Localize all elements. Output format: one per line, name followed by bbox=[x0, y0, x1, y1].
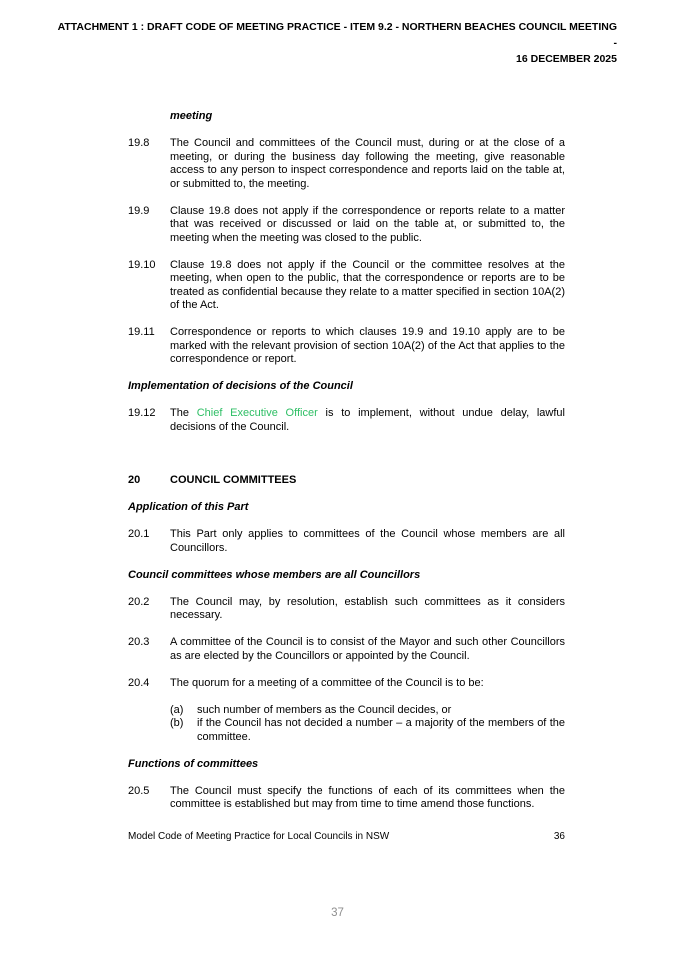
defined-term: Chief Executive Officer bbox=[196, 407, 318, 419]
clause-number: 20.3 bbox=[128, 636, 150, 648]
subheading: Council committees whose members are all Councillors bbox=[128, 568, 421, 581]
clause-text: Clause 19.8 does not apply if the correspondence or reports relate to a matter that was received or discussed or laid on the table at, or submitted to, the meeting when the meeting was closed to the public. bbox=[170, 204, 565, 244]
list-item-text: if the Council has not decided a number – a majority of the members of the committee. bbox=[197, 717, 565, 743]
clause-text: The Council may, by resolution, establish such committees as it considers necessary. bbox=[170, 595, 565, 621]
clause-number: 20.4 bbox=[128, 676, 150, 689]
clause bbox=[128, 528, 565, 555]
footer-title: Model Code of Meeting Practice for Local Councils in NSW bbox=[128, 831, 390, 842]
clause-text: COUNCIL COMMITTEES bbox=[170, 474, 297, 486]
clause-number: 20.2 bbox=[128, 595, 150, 608]
clause-number: 19.8 bbox=[128, 137, 150, 149]
subheading: Application of this Part bbox=[128, 501, 249, 513]
text-run: The bbox=[170, 407, 197, 419]
document-footer bbox=[128, 831, 565, 843]
clause bbox=[128, 205, 565, 246]
footer-document-page-number: 36 bbox=[553, 831, 565, 842]
section-heading bbox=[128, 474, 565, 488]
list-item bbox=[170, 704, 565, 718]
clause bbox=[128, 677, 565, 691]
clause-text: Correspondence or reports to which clauses 19.9 and 19.10 apply are to be marked with the relevant provision of section 10A(2) of the Act that applies to the correspondence or report. bbox=[170, 326, 565, 365]
list-item bbox=[170, 717, 565, 744]
list-item-label: (a) bbox=[170, 703, 184, 716]
clause-text: The Council must specify the functions of each of its committees when the committee is established but may from time to time amend those functions. bbox=[170, 784, 565, 810]
pdf-page-number: 37 bbox=[331, 907, 344, 919]
attachment-header bbox=[57, 19, 617, 67]
clause-text: The quorum for a meeting of a committee of the Council is to be: bbox=[170, 676, 484, 689]
clause-text: This Part only applies to committees of the Council whose members are all Councillors. bbox=[170, 528, 565, 554]
clause-number: 19.11 bbox=[128, 326, 155, 338]
clause-text: A committee of the Council is to consist of the Mayor and such other Councillors as are elected by the Councillors or appointed by the Council. bbox=[170, 636, 565, 662]
clause-number: 20.1 bbox=[128, 528, 150, 540]
subheading: meeting bbox=[170, 110, 213, 122]
clause-number: 19.10 bbox=[128, 258, 156, 271]
clause-number: 20 bbox=[128, 474, 141, 486]
text-run: is to implement, without undue delay, lawful decisions of the Council. bbox=[170, 407, 565, 433]
clause bbox=[128, 636, 565, 663]
attachment-header-line-2: 16 DECEMBER 2025 bbox=[516, 53, 617, 65]
clause-number: 19.9 bbox=[128, 204, 150, 217]
clause bbox=[128, 407, 565, 434]
list-item-text: such number of members as the Council decides, or bbox=[197, 703, 452, 716]
clause-text: Clause 19.8 does not apply if the Council or the committee resolves at the meeting, when open to the public, that the correspondence or reports are to be treated as confidential because they relate to a matter specified in section 10A(2) of the Act. bbox=[170, 258, 565, 311]
clause-text: The Council and committees of the Council must, during or at the close of a meeting, or during the business day following the meeting, give reasonable access to any person to inspect correspondence and reports laid on the table at, or submitted to, the meeting. bbox=[170, 137, 565, 190]
subheading: Implementation of decisions of the Council bbox=[128, 380, 353, 392]
subheading: Functions of committees bbox=[128, 757, 259, 770]
document-body bbox=[128, 110, 565, 825]
clause bbox=[128, 326, 565, 367]
clause-text bbox=[170, 407, 565, 434]
list-item-label: (b) bbox=[170, 717, 184, 729]
clause bbox=[128, 259, 565, 313]
clause bbox=[128, 596, 565, 623]
clause bbox=[128, 785, 565, 812]
clause-number: 20.5 bbox=[128, 784, 150, 797]
attachment-header-line-1: ATTACHMENT 1 : DRAFT CODE OF MEETING PRACTICE - ITEM 9.2 - NORTHERN BEACHES COUNCIL MEETING - bbox=[57, 21, 617, 49]
clause bbox=[128, 137, 565, 191]
clause-number: 19.12 bbox=[128, 407, 156, 419]
